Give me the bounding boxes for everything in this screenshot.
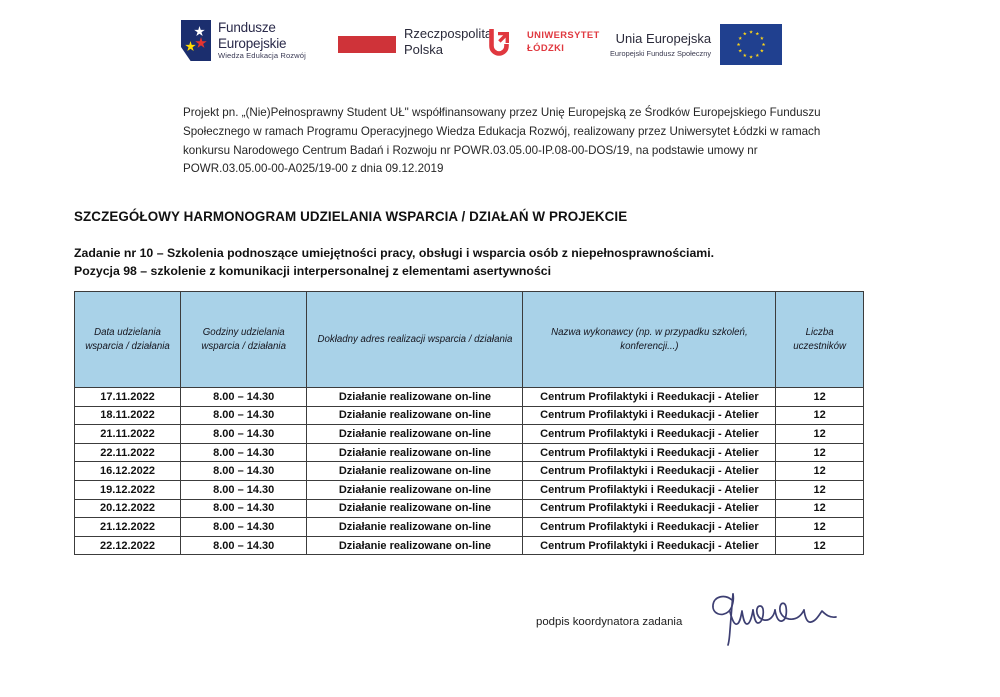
fe-logo-line3: Wiedza Edukacja Rozwój: [218, 51, 306, 61]
ul-logo-line1: UNIWERSYTET: [527, 29, 600, 41]
cell-participants: 12: [776, 388, 864, 407]
cell-address: Działanie realizowane on-line: [307, 443, 523, 462]
cell-address: Działanie realizowane on-line: [307, 499, 523, 518]
page-title: SZCZEGÓŁOWY HARMONOGRAM UDZIELANIA WSPARCIA / DZIAŁAŃ W PROJEKCIE: [74, 209, 628, 224]
ul-logo-line2: ŁÓDZKI: [527, 42, 565, 53]
signature-label: podpis koordynatora zadania: [536, 616, 683, 628]
eu-star-icon: [762, 43, 766, 47]
eu-star-icon: [755, 53, 759, 57]
cell-date: 16.12.2022: [75, 462, 181, 481]
table-row: [75, 462, 864, 481]
cell-participants: 12: [776, 443, 864, 462]
table-row: [75, 480, 864, 499]
column-header-date: Data udzielania wsparcia / działania: [75, 292, 181, 388]
task-description: [74, 245, 714, 281]
eu-star-icon: [738, 36, 742, 40]
cell-date: 18.11.2022: [75, 406, 181, 425]
table-row: [75, 425, 864, 444]
column-header-address: Dokładny adres realizacji wsparcia / działania: [307, 292, 523, 388]
cell-provider: Centrum Profilaktyki i Reedukacji - Atelier: [523, 499, 776, 518]
cell-date: 21.11.2022: [75, 425, 181, 444]
logo-fundusze-europejskie: [181, 20, 306, 61]
column-header-hours: Godziny udzielania wsparcia / działania: [181, 292, 307, 388]
cell-hours: 8.00 – 14.30: [181, 480, 307, 499]
cell-participants: 12: [776, 425, 864, 444]
task-line-2: Pozycja 98 – szkolenie z komunikacji interpersonalnej z elementami asertywności: [74, 263, 552, 278]
cell-hours: 8.00 – 14.30: [181, 499, 307, 518]
cell-provider: Centrum Profilaktyki i Reedukacji - Atelier: [523, 480, 776, 499]
cell-participants: 12: [776, 462, 864, 481]
column-header-provider: Nazwa wykonawcy (np. w przypadku szkoleń, konferencji...): [523, 292, 776, 388]
rp-logo-line2: Polska: [404, 41, 444, 57]
eu-star-icon: [737, 43, 741, 47]
eu-star-icon: [749, 55, 753, 59]
rp-logo-line1: Rzeczpospolita: [404, 26, 493, 41]
eu-star-icon: [760, 49, 764, 53]
cell-participants: 12: [776, 536, 864, 555]
cell-provider: Centrum Profilaktyki i Reedukacji - Atelier: [523, 443, 776, 462]
table-row: [75, 443, 864, 462]
logo-uniwersytet-lodzki: [487, 26, 600, 58]
eu-star-icon: [749, 30, 753, 34]
cell-address: Działanie realizowane on-line: [307, 425, 523, 444]
cell-provider: Centrum Profilaktyki i Reedukacji - Atelier: [523, 462, 776, 481]
cell-participants: 12: [776, 499, 864, 518]
cell-hours: 8.00 – 14.30: [181, 388, 307, 407]
eu-star-icon: [743, 53, 747, 57]
cell-address: Działanie realizowane on-line: [307, 480, 523, 499]
star-red-icon: [195, 37, 207, 49]
table-row: [75, 388, 864, 407]
fundusze-europejskie-icon: [181, 20, 211, 61]
column-header-participants: Liczba uczestników: [776, 292, 864, 388]
cell-date: 22.12.2022: [75, 536, 181, 555]
cell-address: Działanie realizowane on-line: [307, 388, 523, 407]
cell-date: 19.12.2022: [75, 480, 181, 499]
eu-flag-icon: [720, 24, 782, 65]
eu-star-icon: [738, 49, 742, 53]
cell-date: 21.12.2022: [75, 518, 181, 537]
cell-hours: 8.00 – 14.30: [181, 536, 307, 555]
cell-date: 22.11.2022: [75, 443, 181, 462]
cell-address: Działanie realizowane on-line: [307, 536, 523, 555]
cell-provider: Centrum Profilaktyki i Reedukacji - Atelier: [523, 425, 776, 444]
project-description-paragraph: Projekt pn. „(Nie)Pełnosprawny Student UŁ" współfinansowany przez Unię Europejską ze Środków Europejskiego Funduszu Społecznego w ramach Programu Operacyjnego Wiedza Edukacja Rozwój, realizowany przez Uniwersytet Łódzki w ramach konkursu Narodowego Centrum Badań i Rozwoju nr POWR.03.05.00-IP.08-00-DOS/19, na podstawie umowy nr POWR.03.05.00-00-A025/19-00 z dnia 09.12.2019: [183, 106, 821, 176]
table-row: [75, 406, 864, 425]
cell-participants: 12: [776, 518, 864, 537]
table-row: [75, 499, 864, 518]
ue-logo-line2: Europejski Fundusz Społeczny: [610, 48, 712, 58]
cell-participants: 12: [776, 480, 864, 499]
uniwersytet-lodzki-icon: [487, 26, 519, 58]
cell-provider: Centrum Profilaktyki i Reedukacji - Atelier: [523, 536, 776, 555]
cell-hours: 8.00 – 14.30: [181, 406, 307, 425]
schedule-table-body: [75, 388, 864, 555]
fe-logo-line1: Fundusze: [218, 20, 276, 36]
cell-address: Działanie realizowane on-line: [307, 462, 523, 481]
table-row: [75, 536, 864, 555]
cell-provider: Centrum Profilaktyki i Reedukacji - Atelier: [523, 406, 776, 425]
eu-star-icon: [743, 32, 747, 36]
logo-rzeczpospolita-polska: [338, 26, 492, 57]
cell-provider: Centrum Profilaktyki i Reedukacji - Atelier: [523, 518, 776, 537]
cell-hours: 8.00 – 14.30: [181, 443, 307, 462]
task-line-1: Zadanie nr 10 – Szkolenia podnoszące umiejętności pracy, obsługi i wsparcia osób z niepełnosprawnościami.: [74, 246, 715, 260]
cell-date: 17.11.2022: [75, 388, 181, 407]
cell-address: Działanie realizowane on-line: [307, 406, 523, 425]
cell-hours: 8.00 – 14.30: [181, 518, 307, 537]
star-white-icon: [194, 26, 205, 37]
eu-star-icon: [755, 32, 759, 36]
eu-star-icon: [760, 36, 764, 40]
fe-logo-line2: Europejskie: [218, 35, 287, 51]
star-yellow-icon: [185, 41, 196, 52]
polish-flag-icon: [338, 36, 396, 53]
schedule-table: [74, 291, 864, 555]
ue-logo-line1: Unia Europejska: [615, 31, 712, 47]
cell-hours: 8.00 – 14.30: [181, 462, 307, 481]
cell-hours: 8.00 – 14.30: [181, 425, 307, 444]
cell-address: Działanie realizowane on-line: [307, 518, 523, 537]
logo-unia-europejska: [610, 24, 782, 65]
cell-date: 20.12.2022: [75, 499, 181, 518]
cell-participants: 12: [776, 406, 864, 425]
table-header-row: [75, 292, 864, 388]
logo-bar: [0, 18, 1000, 80]
coordinator-signature: [706, 588, 846, 648]
table-row: [75, 518, 864, 537]
cell-provider: Centrum Profilaktyki i Reedukacji - Atelier: [523, 388, 776, 407]
